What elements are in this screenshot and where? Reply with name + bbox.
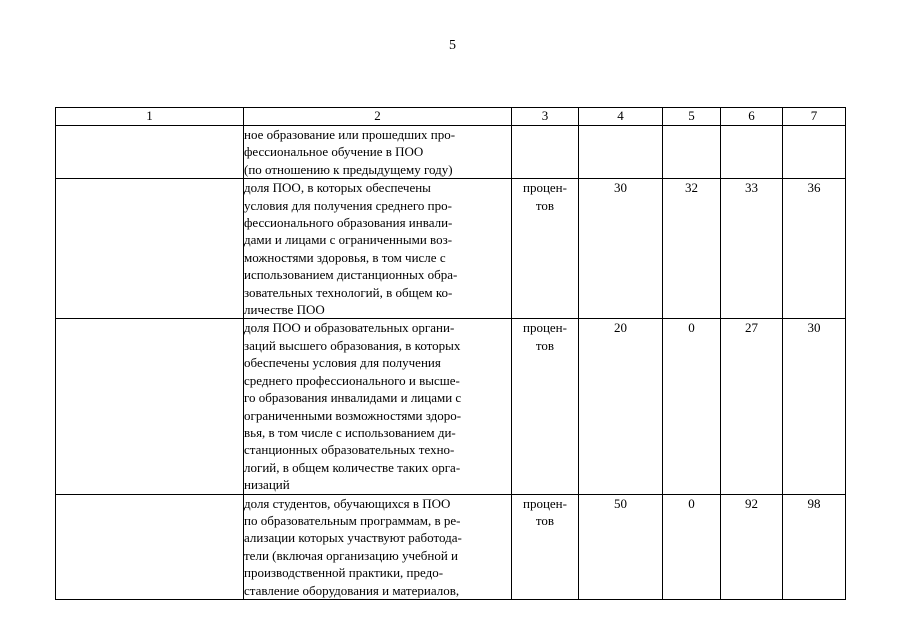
value-col-4: 50 [579, 494, 663, 599]
column-header-2: 2 [244, 108, 512, 126]
row-group-cell [56, 179, 244, 319]
column-header-3: 3 [512, 108, 579, 126]
value-col-4: 30 [579, 179, 663, 319]
column-header-7: 7 [783, 108, 846, 126]
value-col-6: 33 [721, 179, 783, 319]
value-col-7: 36 [783, 179, 846, 319]
value-col-5: 32 [663, 179, 721, 319]
indicator-text: доля ПОО и образовательных органи- заций высшего образования, в которых обеспечены условия для получения среднего профессионального и высше- го образования инвалидами и лицами с ограниченными возможностями здоро- вья, в том числе с использованием ди- станционных образовательных техно- логий, в общем количестве таких орга- низаций [244, 319, 512, 494]
table-row [56, 126, 846, 179]
value-col-4: 20 [579, 319, 663, 494]
unit-cell: процен- тов [512, 319, 579, 494]
row-group-cell [56, 126, 244, 179]
indicator-text: доля ПОО, в которых обеспечены условия для получения среднего про- фессионального образования инвали- дами и лицами с ограниченными воз- можностями здоровья, в том числе с использованием дистанционных обра- зовательных технологий, в общем ко- личестве ПОО [244, 179, 512, 319]
value-col-5 [663, 126, 721, 179]
value-col-7 [783, 126, 846, 179]
unit-cell [512, 126, 579, 179]
unit-cell: процен- тов [512, 179, 579, 319]
indicator-text: ное образование или прошедших про- фессиональное обучение в ПОО (по отношению к предыдущему году) [244, 126, 512, 179]
value-col-7: 98 [783, 494, 846, 599]
page-number: 5 [449, 38, 456, 53]
value-col-6 [721, 126, 783, 179]
row-group-cell [56, 319, 244, 494]
column-header-6: 6 [721, 108, 783, 126]
table-row [56, 179, 846, 319]
value-col-6: 27 [721, 319, 783, 494]
table-row [56, 319, 846, 494]
table-header-row [56, 108, 846, 126]
value-col-4 [579, 126, 663, 179]
column-header-4: 4 [579, 108, 663, 126]
table-row [56, 494, 846, 599]
value-col-5: 0 [663, 494, 721, 599]
indicators-table [55, 107, 846, 600]
indicator-text: доля студентов, обучающихся в ПОО по образовательным программам, в ре- ализации которых участвуют работода- тели (включая организацию учебной и производственной практики, предо- ставление оборудования и материалов, [244, 494, 512, 599]
column-header-5: 5 [663, 108, 721, 126]
value-col-5: 0 [663, 319, 721, 494]
column-header-1: 1 [56, 108, 244, 126]
unit-cell: процен- тов [512, 494, 579, 599]
row-group-cell [56, 494, 244, 599]
value-col-7: 30 [783, 319, 846, 494]
value-col-6: 92 [721, 494, 783, 599]
